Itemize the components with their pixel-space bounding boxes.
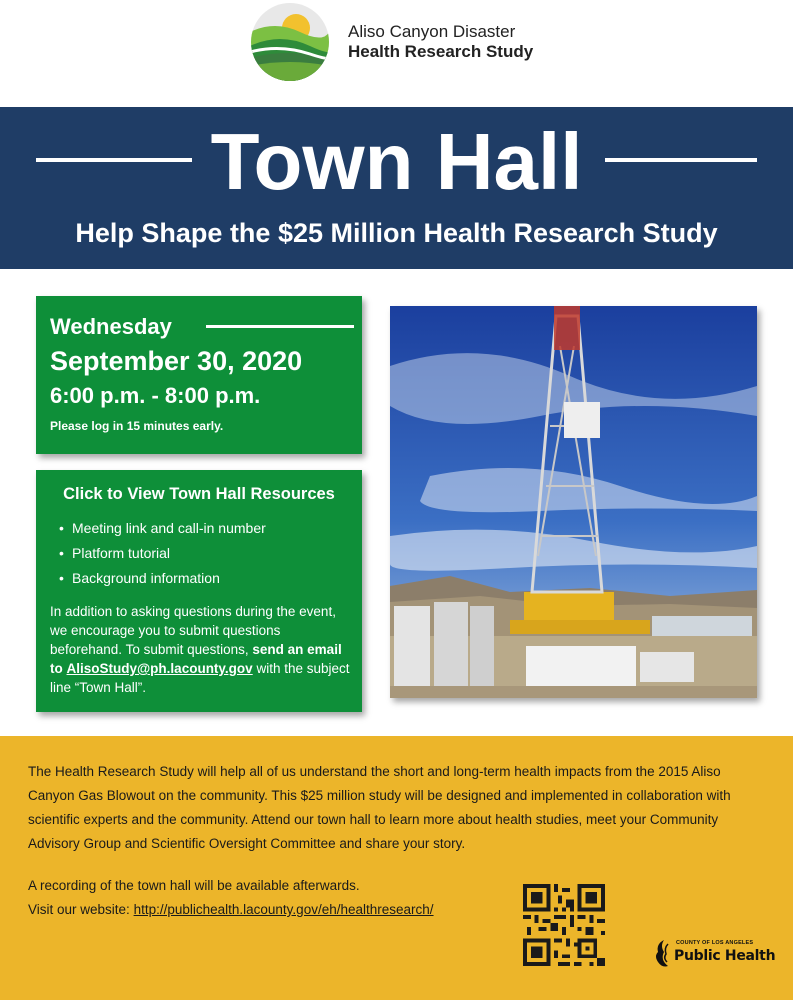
county-label: COUNTY OF LOS ANGELES (676, 940, 754, 946)
footer-panel (0, 736, 793, 1000)
login-note: Please log in 15 minutes early. (50, 419, 224, 433)
drilling-rig-photo (390, 306, 757, 698)
public-health-emblem-icon (652, 938, 674, 968)
org-logo (250, 2, 570, 82)
resources-list (50, 516, 350, 591)
page-subtitle: Help Shape the $25 Million Health Research Study (75, 218, 718, 248)
org-name-line2: Health Research Study (348, 42, 534, 61)
website-link[interactable]: http://publichealth.lacounty.gov/eh/healthresearch/ (133, 902, 434, 917)
recording-note: A recording of the town hall will be available afterwards. (28, 878, 360, 893)
qr-code-icon[interactable] (522, 884, 606, 966)
day-rule (206, 325, 354, 328)
page-title: Town Hall (210, 117, 583, 206)
county-public-health-logo (650, 938, 776, 970)
landscape-sun-logo-icon (250, 2, 330, 82)
resources-box[interactable] (36, 470, 362, 712)
org-name-line1: Aliso Canyon Disaster (348, 22, 516, 41)
title-banner (0, 107, 793, 269)
event-time: 6:00 p.m. - 8:00 p.m. (50, 383, 261, 408)
public-health-label: Public Health (674, 948, 776, 964)
event-day: Wednesday (50, 314, 172, 339)
send-email-label: send an email to (50, 642, 342, 676)
list-item: • Platform tutorial (59, 545, 171, 561)
org-name (348, 22, 533, 62)
list-item: • Meeting link and call-in number (59, 520, 266, 536)
study-description: The Health Research Study will help all of us understand the short and long-term health impacts from the 2015 Aliso Canyon Gas Blowout on the community. This $25 million study will be designed and implemented in collaboration with scientific experts and the community. Attend our town hall to learn more about health studies, meet your Community Advisory Group and Scientific Oversight Committee and share your story. (28, 764, 731, 851)
event-date: September 30, 2020 (50, 346, 303, 376)
event-date-box (36, 296, 362, 454)
list-item: • Background information (59, 570, 220, 586)
website-block (28, 874, 508, 922)
email-link[interactable]: AlisoStudy@ph.lacounty.gov (66, 661, 253, 676)
website-label: Visit our website: (28, 902, 130, 917)
resources-link[interactable]: Click to View Town Hall Resources (63, 485, 335, 503)
questions-paragraph: In addition to asking questions during the event, we encourage you to submit questions beforehand. To submit questions, send an email to AlisoStudy@ph.lacounty.gov with the subject line “Town Hall”. (50, 604, 350, 695)
